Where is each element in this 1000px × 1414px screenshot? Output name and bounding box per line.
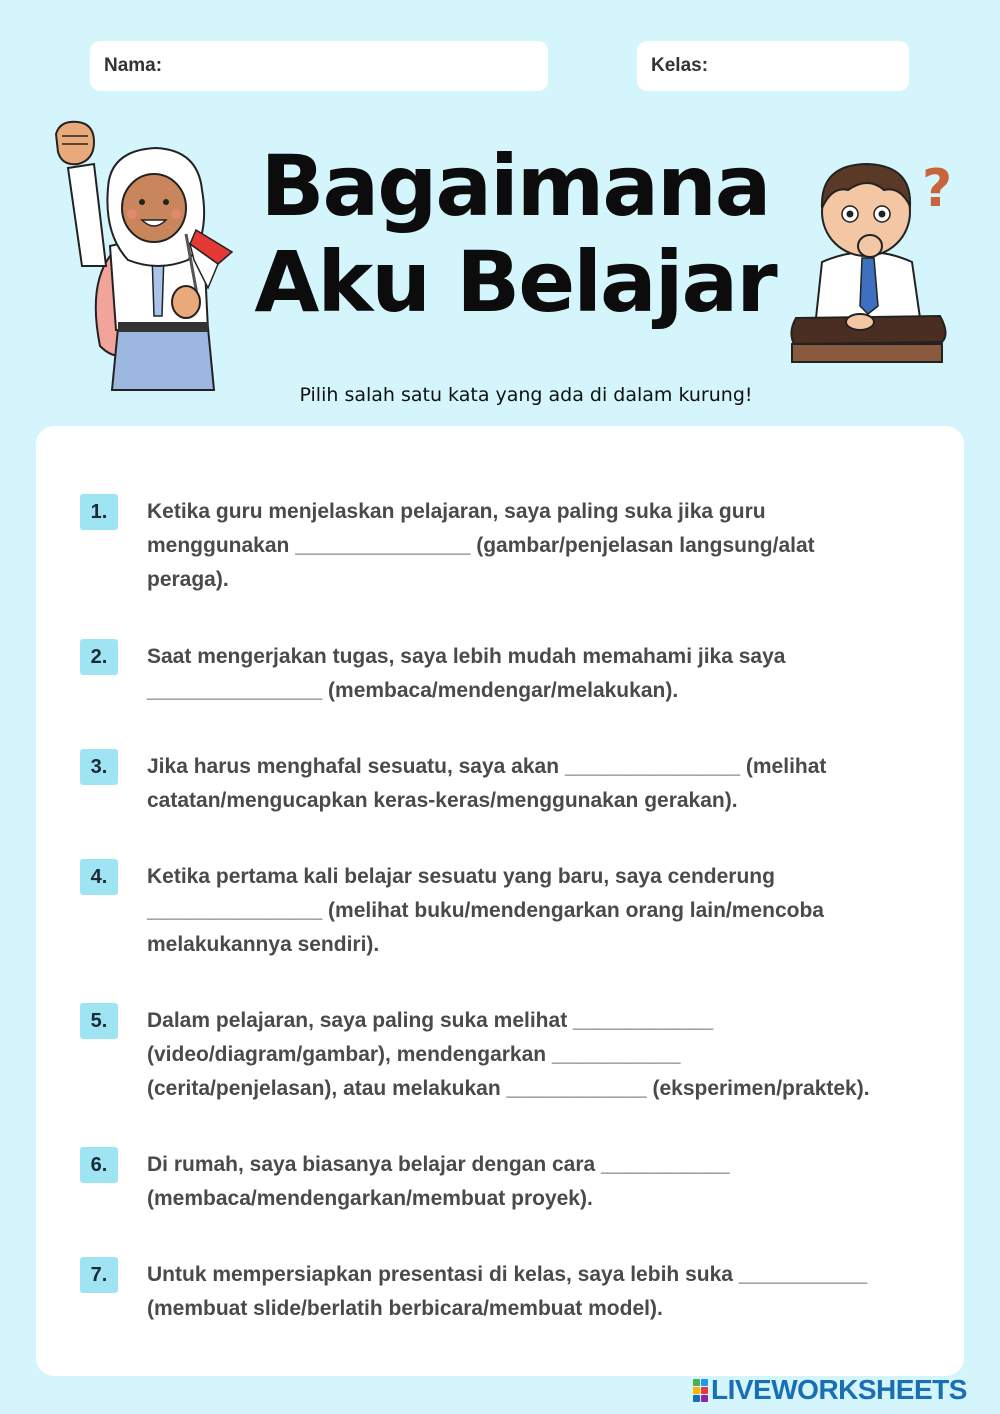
question-item-1 (80, 495, 870, 597)
question-number-badge: 7. (80, 1257, 118, 1293)
student-boy-thinking-illustration (788, 150, 958, 368)
class-field[interactable] (637, 41, 909, 91)
question-item-3 (80, 750, 870, 818)
question-mark-icon: ? (922, 159, 953, 219)
question-item-4 (80, 860, 870, 962)
liveworksheets-logo-icon (693, 1379, 708, 1402)
question-item-5 (80, 1004, 870, 1106)
instructions-text: Pilih salah satu kata yang ada di dalam kurung! (299, 384, 753, 406)
liveworksheets-logo-text: LIVEWORKSHEETS (711, 1374, 967, 1405)
question-item-7 (80, 1258, 870, 1326)
question-text[interactable]: Dalam pelajaran, saya paling suka melihat ____________ (video/diagram/gambar), mendengarkan ___________ (cerita/penjelasan), atau melakukan ____________ (eksperimen/praktek). (147, 1009, 870, 1100)
title-line-1: Bagaimana (260, 137, 770, 235)
question-text[interactable]: Ketika guru menjelaskan pelajaran, saya paling suka jika guru menggunakan _______________ (gambar/penjelasan langsung/alat peraga). (147, 500, 815, 591)
title-line-2: Aku Belajar (254, 233, 776, 331)
question-number-badge: 6. (80, 1147, 118, 1183)
name-field[interactable] (90, 41, 548, 91)
question-number-badge: 2. (80, 639, 118, 675)
liveworksheets-logo[interactable] (693, 1376, 967, 1404)
question-number-badge: 1. (80, 494, 118, 530)
question-text[interactable]: Untuk mempersiapkan presentasi di kelas, saya lebih suka ___________ (membuat slide/berlatih berbicara/membuat model). (147, 1263, 868, 1320)
name-label: Nama: (104, 55, 163, 76)
question-item-2 (80, 640, 870, 708)
question-item-6 (80, 1148, 870, 1216)
class-label: Kelas: (651, 55, 709, 76)
question-text[interactable]: Jika harus menghafal sesuatu, saya akan _______________ (melihat catatan/mengucapkan keras-keras/menggunakan gerakan). (147, 755, 827, 812)
question-number-badge: 5. (80, 1003, 118, 1039)
question-text[interactable]: Di rumah, saya biasanya belajar dengan cara ___________ (membaca/mendengarkan/membuat proyek). (147, 1153, 730, 1210)
question-text[interactable]: Ketika pertama kali belajar sesuatu yang baru, saya cenderung _______________ (melihat buku/mendengarkan orang lain/mencoba melakukannya sendiri). (147, 865, 824, 956)
question-number-badge: 4. (80, 859, 118, 895)
question-text[interactable]: Saat mengerjakan tugas, saya lebih mudah memahami jika saya _______________ (membaca/mendengar/melakukan). (147, 645, 786, 702)
question-number-badge: 3. (80, 749, 118, 785)
page-title (200, 138, 830, 330)
